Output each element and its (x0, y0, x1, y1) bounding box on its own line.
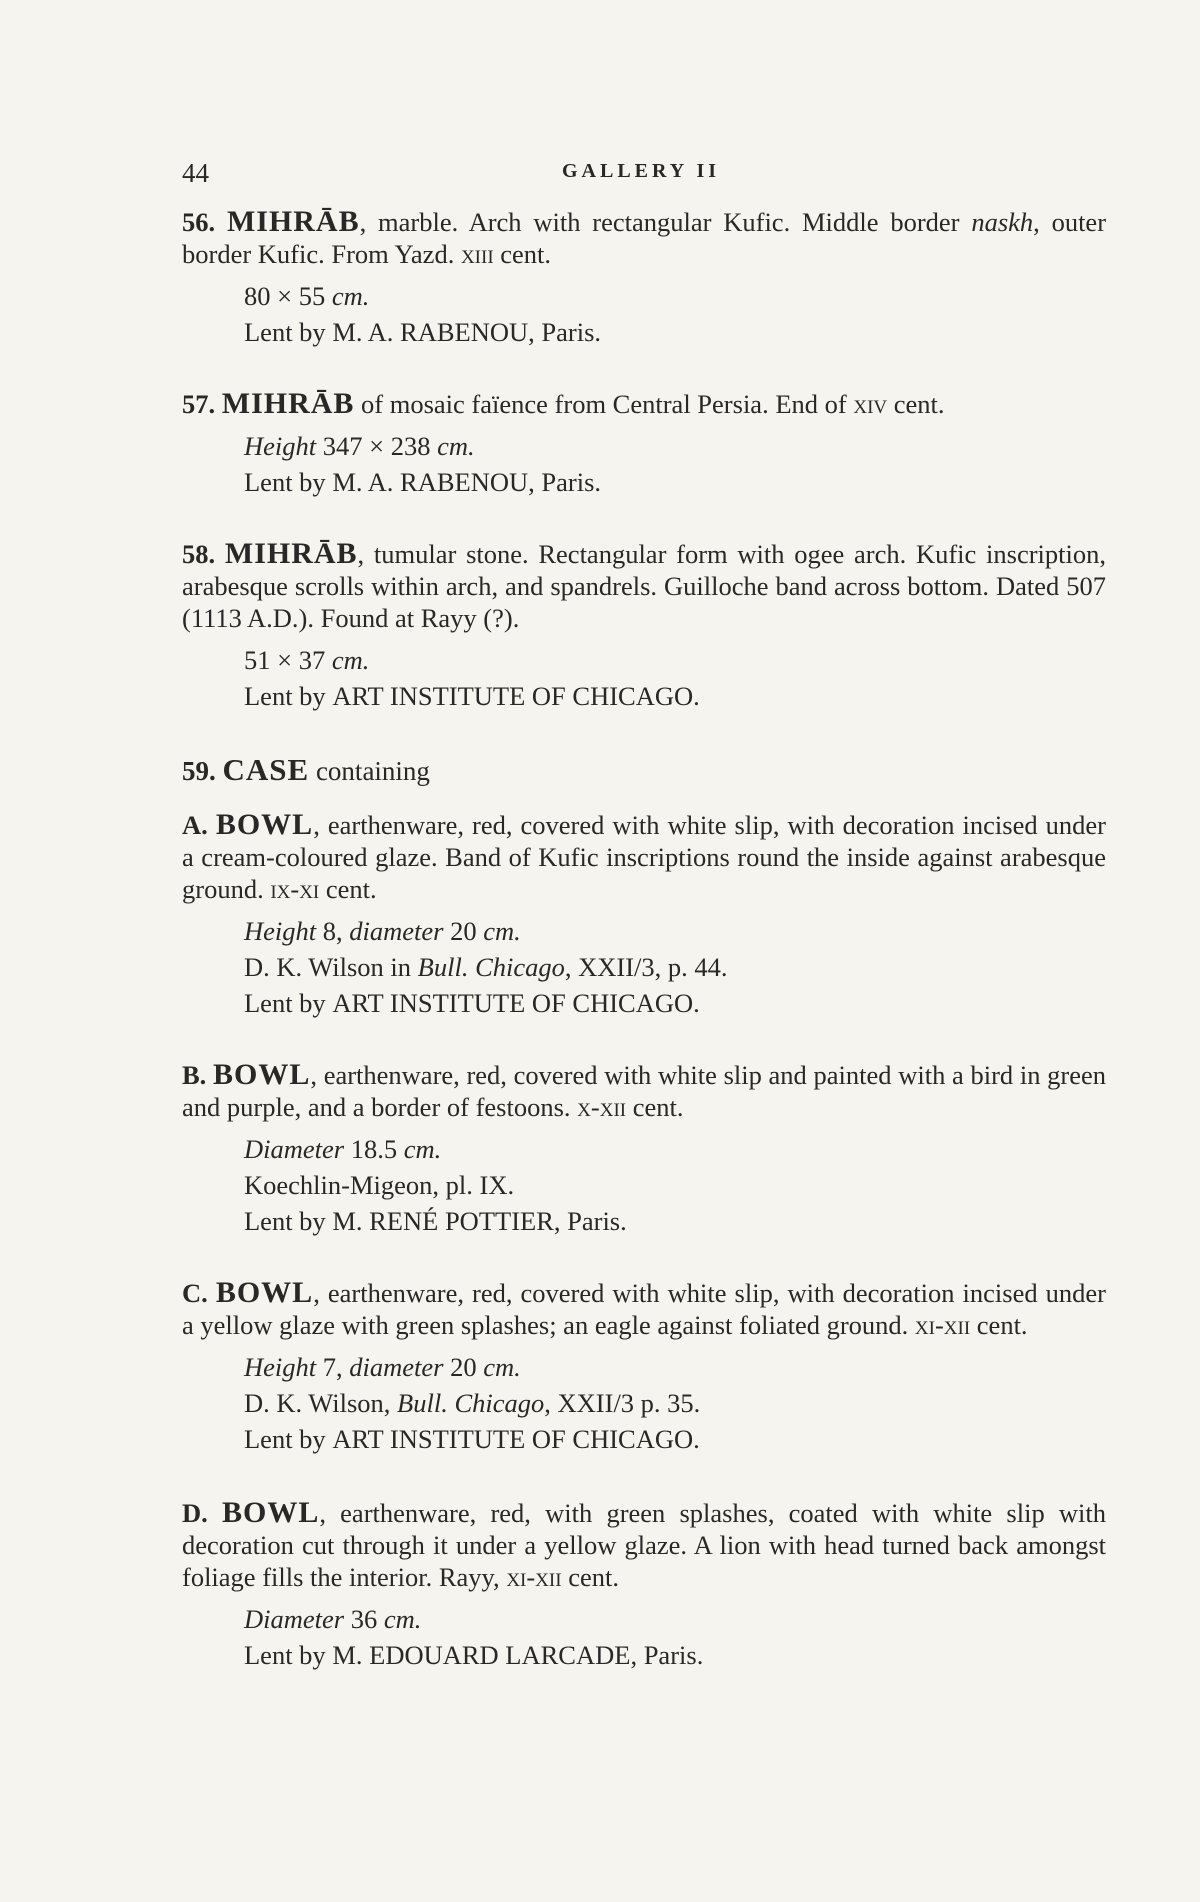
case-item-b-description (182, 1059, 1106, 1123)
case-item-b (182, 1059, 1106, 1237)
lender-city: , Paris. (528, 317, 602, 347)
case-item-d (182, 1497, 1106, 1671)
dimension-label: Height (244, 1352, 317, 1382)
dimensions (182, 644, 1106, 676)
dimensions (182, 280, 1106, 312)
lent-prefix: Lent by (244, 1424, 333, 1454)
dimension-values: 18.5 (344, 1134, 404, 1164)
page-header (182, 158, 1106, 190)
catalogue-entries (182, 206, 1106, 1671)
unit: cm. (483, 916, 521, 946)
unit: cm. (437, 431, 475, 461)
reference-author: D. K. Wilson in (244, 952, 418, 982)
dimensions (182, 915, 1106, 947)
lender-city: , Paris. (528, 467, 602, 497)
entry-title: MIHRĀB (226, 205, 360, 238)
reference-page: , XXII/3 p. 35. (544, 1388, 701, 1418)
entry-number: 59. (182, 756, 216, 786)
entry-59 (182, 754, 1106, 787)
unit: cm. (403, 1134, 442, 1164)
item-letter: C. (182, 1278, 208, 1308)
item-text: , earthenware, red, covered with white slip and painted with a bird in green and purple, and a border of festoons. (182, 1060, 1107, 1122)
dimension-label: diameter (349, 1352, 444, 1382)
lender-line (182, 1205, 1106, 1237)
dimension-values: 347 × 238 (316, 431, 438, 461)
lender-city: , Paris. (553, 1206, 627, 1236)
lender-line (182, 680, 1106, 712)
entry-59-heading (182, 754, 1106, 787)
entry-italic-term: naskh (971, 207, 1034, 237)
entry-58-description (182, 538, 1106, 634)
lender-name: M. EDOUARD LARCADE (332, 1640, 631, 1670)
lender-name: M. RENÉ POTTIER (332, 1206, 554, 1236)
lender-city: , Paris. (630, 1640, 704, 1670)
entry-title: CASE (222, 752, 310, 787)
dimensions (182, 430, 1106, 462)
lent-prefix: Lent by (244, 988, 333, 1018)
lender-name: ART INSTITUTE OF CHICAGO. (332, 681, 700, 711)
lent-prefix: Lent by (244, 1206, 333, 1236)
case-item-a (182, 809, 1106, 1019)
case-item-d-description (182, 1497, 1106, 1593)
item-text: cent. (561, 1562, 619, 1592)
item-text: , earthenware, red, with green splashes, coated with white slip with decoration cut through it under a yellow glaze. A lion with head turned back amongst foliage fills the interior. Rayy, (182, 1498, 1107, 1592)
entry-number: 57. (182, 389, 216, 419)
lender-line (182, 316, 1106, 348)
entry-text: cent. (887, 389, 945, 419)
entry-text: , marble. Arch with rectangular Kufic. Middle border (359, 207, 972, 237)
reference (182, 951, 1106, 983)
lent-prefix: Lent by (244, 317, 333, 347)
entry-text: containing (309, 756, 430, 786)
entry-text: , outer border Kufic. From Yazd. (182, 207, 1107, 269)
lender-line (182, 466, 1106, 498)
entry-number: 58. (182, 539, 216, 569)
reference: Koechlin-Migeon, pl. IX. (244, 1170, 515, 1200)
lender-name: M. A. RABENOU (332, 467, 529, 497)
lender-name: M. A. RABENOU (332, 317, 529, 347)
lender-line (182, 1639, 1106, 1671)
lent-prefix: Lent by (244, 467, 333, 497)
entry-58 (182, 538, 1106, 712)
century: xiv (853, 389, 888, 419)
reference (182, 1387, 1106, 1419)
entry-56 (182, 206, 1106, 348)
dimension-label: Diameter (244, 1604, 345, 1634)
unit: cm. (483, 1352, 521, 1382)
century: xi-xii (914, 1310, 971, 1340)
item-title: BOWL (221, 1496, 320, 1529)
dimension-values: 20 (443, 916, 484, 946)
lent-prefix: Lent by (244, 1640, 333, 1670)
item-text: cent. (319, 874, 377, 904)
century: xi-xii (506, 1562, 562, 1592)
lender-name: ART INSTITUTE OF CHICAGO. (332, 1424, 700, 1454)
item-text: cent. (626, 1092, 684, 1122)
item-title: BOWL (213, 1058, 311, 1091)
entry-text: of mosaic faïence from Central Persia. End of (354, 389, 854, 419)
dimension-values: 20 (443, 1352, 484, 1382)
century: ix-xi (270, 874, 320, 904)
entry-56-description (182, 206, 1106, 270)
case-item-c-description (182, 1277, 1106, 1341)
dimension-label: Diameter (244, 1134, 345, 1164)
unit: cm. (383, 1604, 422, 1634)
lender-line (182, 987, 1106, 1019)
lender-line (182, 1423, 1106, 1455)
item-title: BOWL (215, 808, 314, 841)
entry-number: 56. (182, 207, 216, 237)
dimensions (182, 1133, 1106, 1165)
entry-57-description (182, 388, 1106, 420)
item-text: , earthenware, red, covered with white slip, with decoration incised under a yellow glaze with green splashes; an eagle against foliated ground. (182, 1278, 1107, 1340)
dimension-label: diameter (349, 916, 444, 946)
lent-prefix: Lent by (244, 681, 333, 711)
lender-name: ART INSTITUTE OF CHICAGO. (332, 988, 700, 1018)
item-title: BOWL (215, 1276, 314, 1309)
dimension-values: 7, (316, 1352, 350, 1382)
century: xiii (460, 239, 494, 269)
page-number: 44 (182, 158, 209, 188)
dimension-values: 80 × 55 (244, 281, 332, 311)
entry-57 (182, 388, 1106, 498)
dimension-values: 51 × 37 (244, 645, 332, 675)
reference-page: , XXII/3, p. 44. (564, 952, 728, 982)
reference-journal: Bull. Chicago (397, 1388, 545, 1418)
century: x-xii (577, 1092, 627, 1122)
unit: cm. (331, 281, 370, 311)
item-letter: D. (182, 1498, 208, 1528)
item-text: , earthenware, red, covered with white slip, with decoration incised under a cream-coloured glaze. Band of Kufic inscriptions round the inside against arabesque ground. (182, 810, 1107, 904)
entry-text: , tumular stone. Rectangular form with ogee arch. Kufic inscription, arabesque scrolls within arch, and spandrels. Guilloche band across bottom. Dated 507 (1113 A.D.). Found at Rayy (?). (182, 539, 1107, 633)
unit: cm. (331, 645, 370, 675)
item-letter: B. (182, 1060, 207, 1090)
entry-text: cent. (493, 239, 552, 269)
entry-title: MIHRĀB (224, 537, 358, 570)
dimension-values: 36 (344, 1604, 384, 1634)
reference-author: D. K. Wilson, (244, 1388, 398, 1418)
dimension-label: Height (244, 431, 317, 461)
dimension-label: Height (244, 916, 317, 946)
item-text: cent. (970, 1310, 1028, 1340)
reference-journal: Bull. Chicago (417, 952, 565, 982)
case-item-a-description (182, 809, 1106, 905)
entry-title: MIHRĀB (221, 387, 355, 420)
dimension-values: 8, (316, 916, 350, 946)
dimensions (182, 1351, 1106, 1383)
item-letter: A. (182, 810, 208, 840)
dimensions (182, 1603, 1106, 1635)
running-head: GALLERY II (562, 160, 721, 182)
case-item-c (182, 1277, 1106, 1455)
